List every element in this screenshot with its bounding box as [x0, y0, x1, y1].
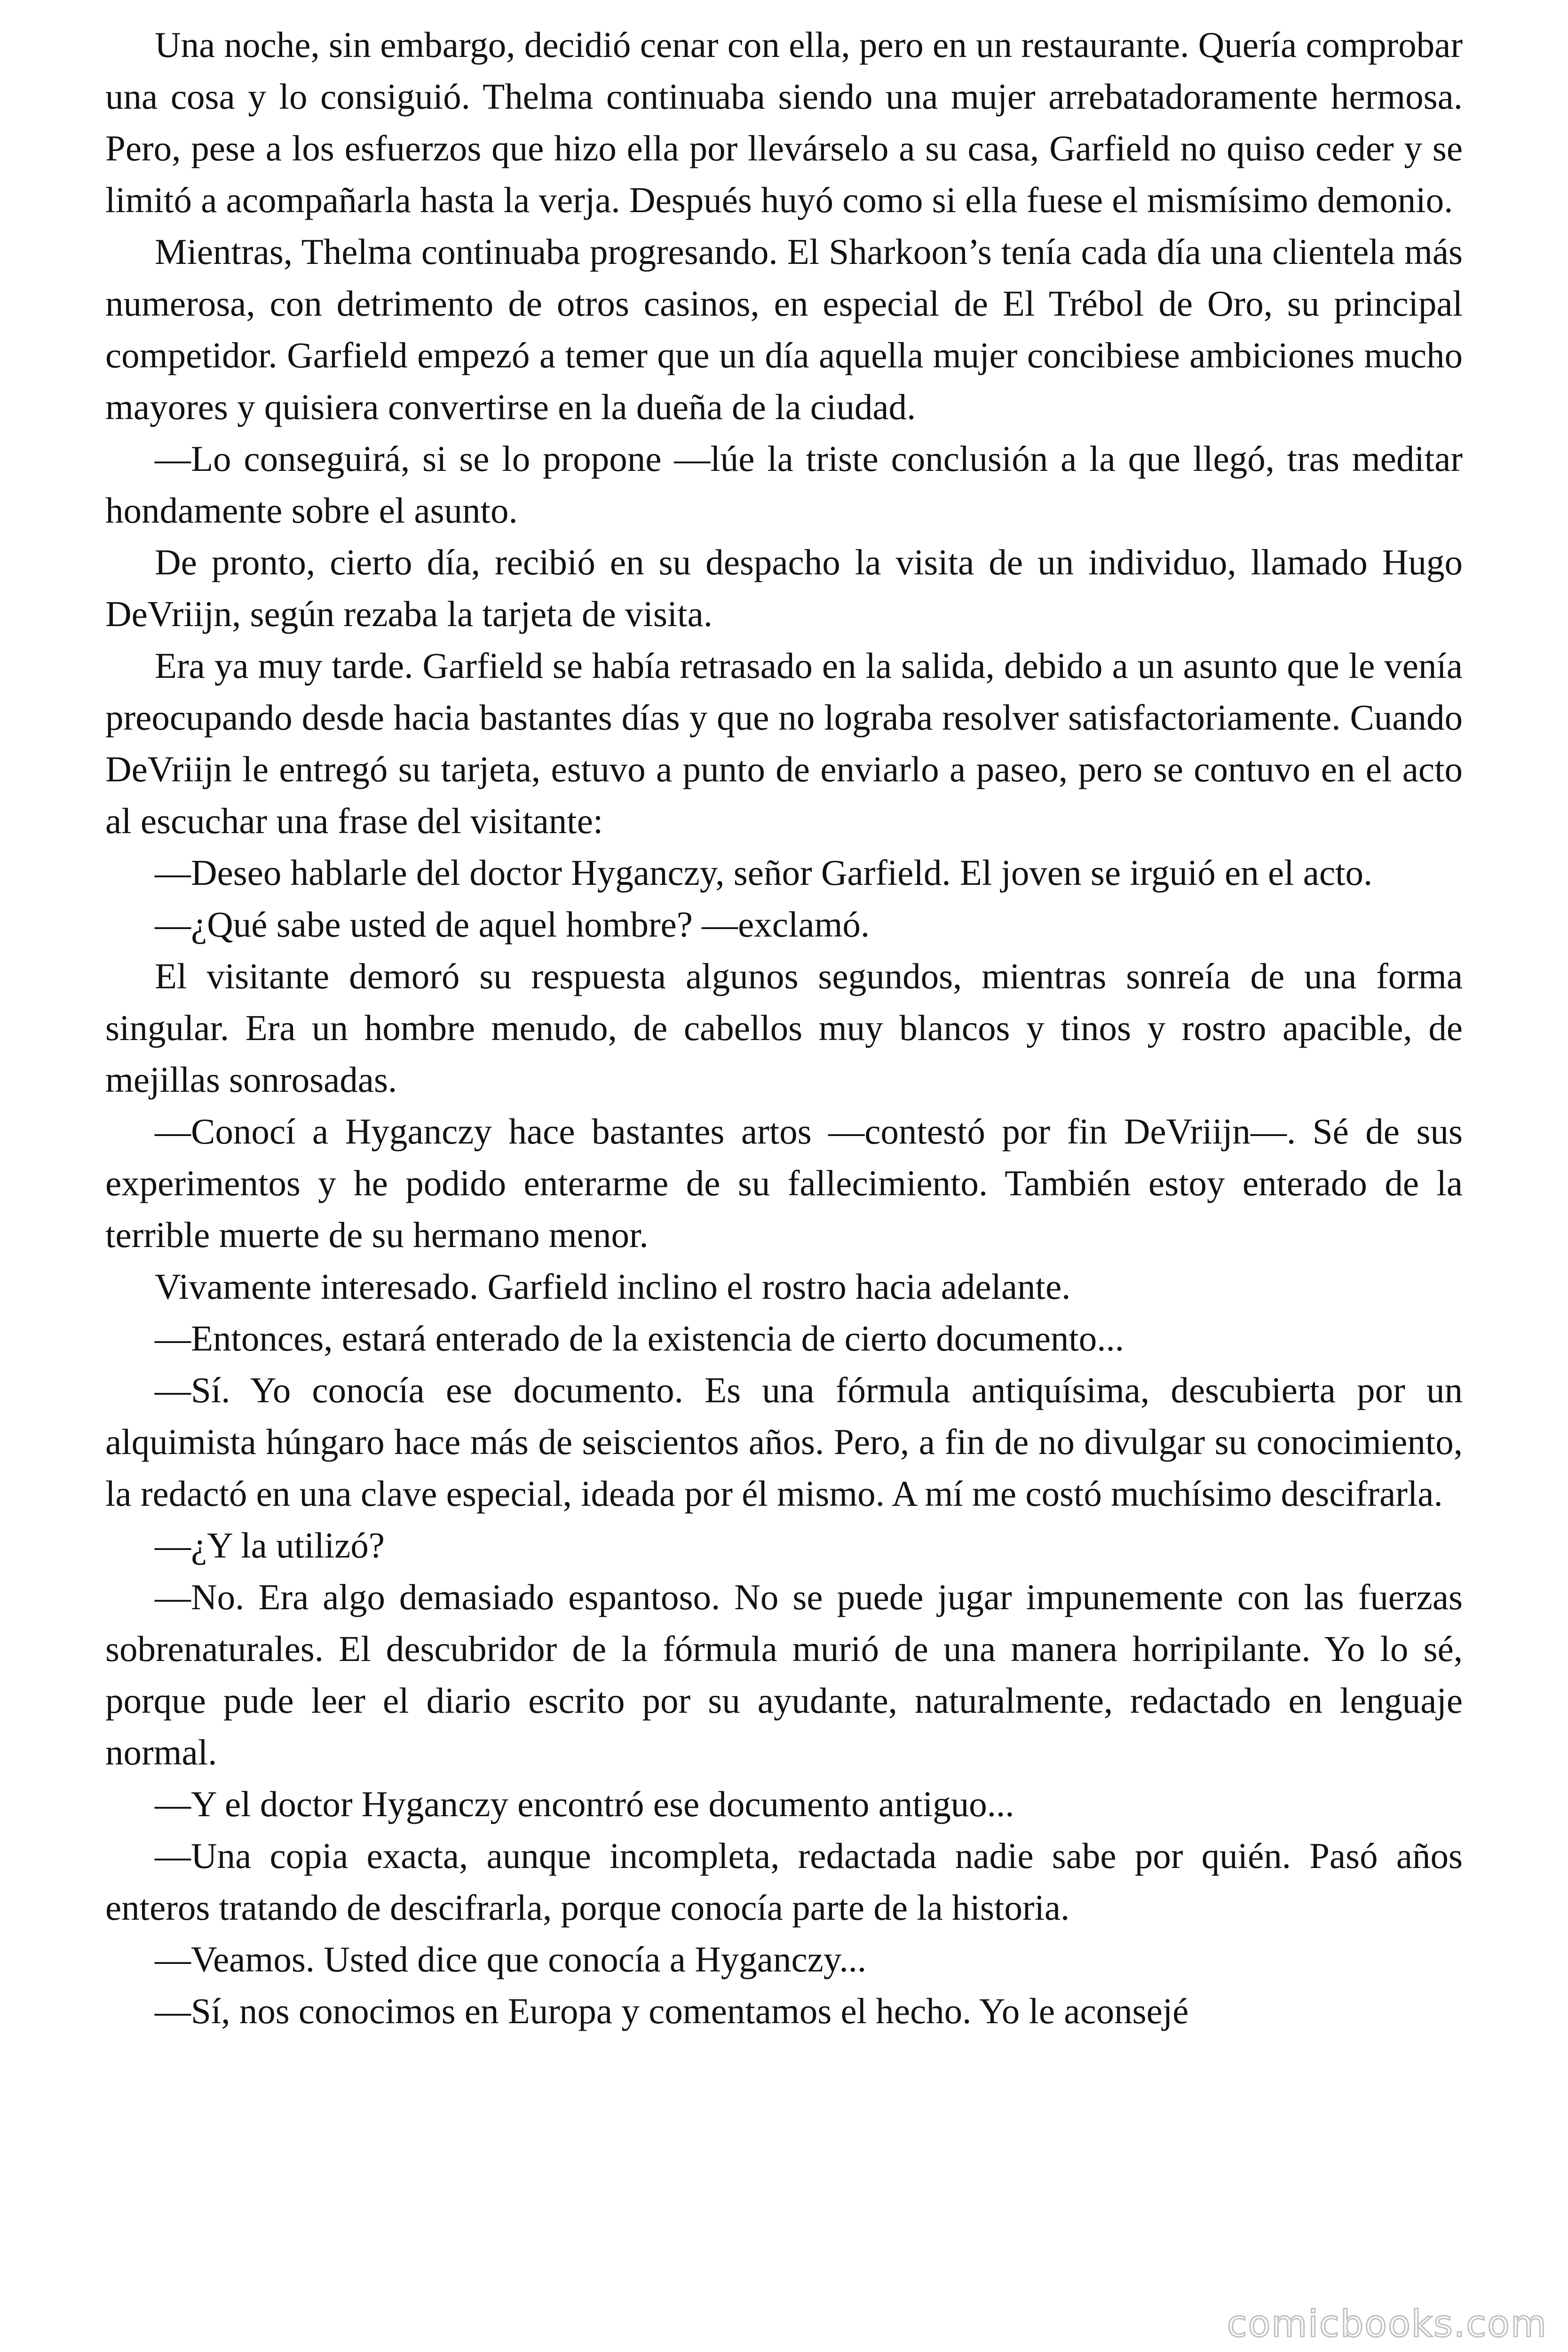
paragraph: Una noche, sin embargo, decidió cenar con ella, pero en un restaurante. Quería comprobar una cosa y lo consiguió. Thelma continuaba siendo una mujer arrebatadoramente hermosa. Pero, pese a los esfuerzos que hizo ella por llevárselo a su casa, Garfield no quiso ceder y se limitó a acompañarla hasta la verja. Después huyó como si ella fuese el mismísimo demonio. [105, 24, 1463, 220]
paragraph: —Sí, nos conocimos en Europa y comentamos el hecho. Yo le aconsejé [155, 1991, 1189, 2031]
paragraph: —Sí. Yo conocía ese documento. Es una fórmula antiquísima, descubierta por un alquimista húngaro hace más de seiscientos años. Pero, a fin de no divulgar su conocimiento, la redactó en una clave especial, ideada por él mismo. A mí me costó muchísimo descifrarla. [105, 1370, 1463, 1514]
paragraph: —Una copia exacta, aunque incompleta, redactada nadie sabe por quién. Pasó años enteros tratando de descifrarla, porque conocía parte de la historia. [105, 1836, 1463, 1928]
paragraph: De pronto, cierto día, recibió en su despacho la visita de un individuo, llamado Hugo DeVriijn, según rezaba la tarjeta de visita. [105, 542, 1463, 634]
paragraph: Mientras, Thelma continuaba progresando. El Sharkoon’s tenía cada día una clientela más numerosa, con detrimento de otros casinos, en especial de El Trébol de Oro, su principal competidor. Garfield empezó a temer que un día aquella mujer concibiese ambiciones mucho mayores y quisiera convertirse en la dueña de la ciudad. [105, 231, 1463, 427]
paragraph: El visitante demoró su respuesta algunos segundos, mientras sonreía de una forma singular. Era un hombre menudo, de cabellos muy blancos y tinos y rostro apacible, de mejillas sonrosadas. [105, 956, 1463, 1100]
paragraph: —Conocí a Hyganczy hace bastantes artos —contestó por fin DeVriijn—. Sé de sus experimentos y he podido enterarme de su fallecimiento. También estoy enterado de la terrible muerte de su hermano menor. [105, 1111, 1463, 1255]
paragraph: —Veamos. Usted dice que conocía a Hyganczy... [155, 1939, 867, 1979]
watermark: comicbooks.com [1227, 2303, 1547, 2345]
paragraph: —Entonces, estará enterado de la existencia de cierto documento... [155, 1318, 1125, 1359]
paragraph: Era ya muy tarde. Garfield se había retrasado en la salida, debido a un asunto que le venía preocupando desde hacia bastantes días y que no lograba resolver satisfactoriamente. Cuando DeVriijn le entregó su tarjeta, estuvo a punto de enviarlo a paseo, pero se contuvo en el acto al escuchar una frase del visitante: [105, 645, 1463, 841]
paragraph: —¿Y la utilizó? [155, 1525, 385, 1565]
paragraph: —Deseo hablarle del doctor Hyganczy, señor Garfield. El joven se irguió en el acto. [155, 852, 1373, 893]
paragraph: —Y el doctor Hyganczy encontró ese documento antiguo... [155, 1784, 1014, 1824]
paragraph: —No. Era algo demasiado espantoso. No se puede jugar impunemente con las fuerzas sobrenaturales. El descubridor de la fórmula murió de una manera horripilante. Yo lo sé, porque pude leer el diario escrito por su ayudante, naturalmente, redactado en lenguaje normal. [105, 1577, 1463, 1772]
paragraph: —¿Qué sabe usted de aquel hombre? —exclamó. [155, 904, 870, 945]
paragraph: —Lo conseguirá, si se lo propone —lúe la triste conclusión a la que llegó, tras meditar hondamente sobre el asunto. [105, 438, 1463, 531]
page-text [105, 19, 1463, 2037]
paragraph: Vivamente interesado. Garfield inclino el rostro hacia adelante. [155, 1266, 1071, 1307]
